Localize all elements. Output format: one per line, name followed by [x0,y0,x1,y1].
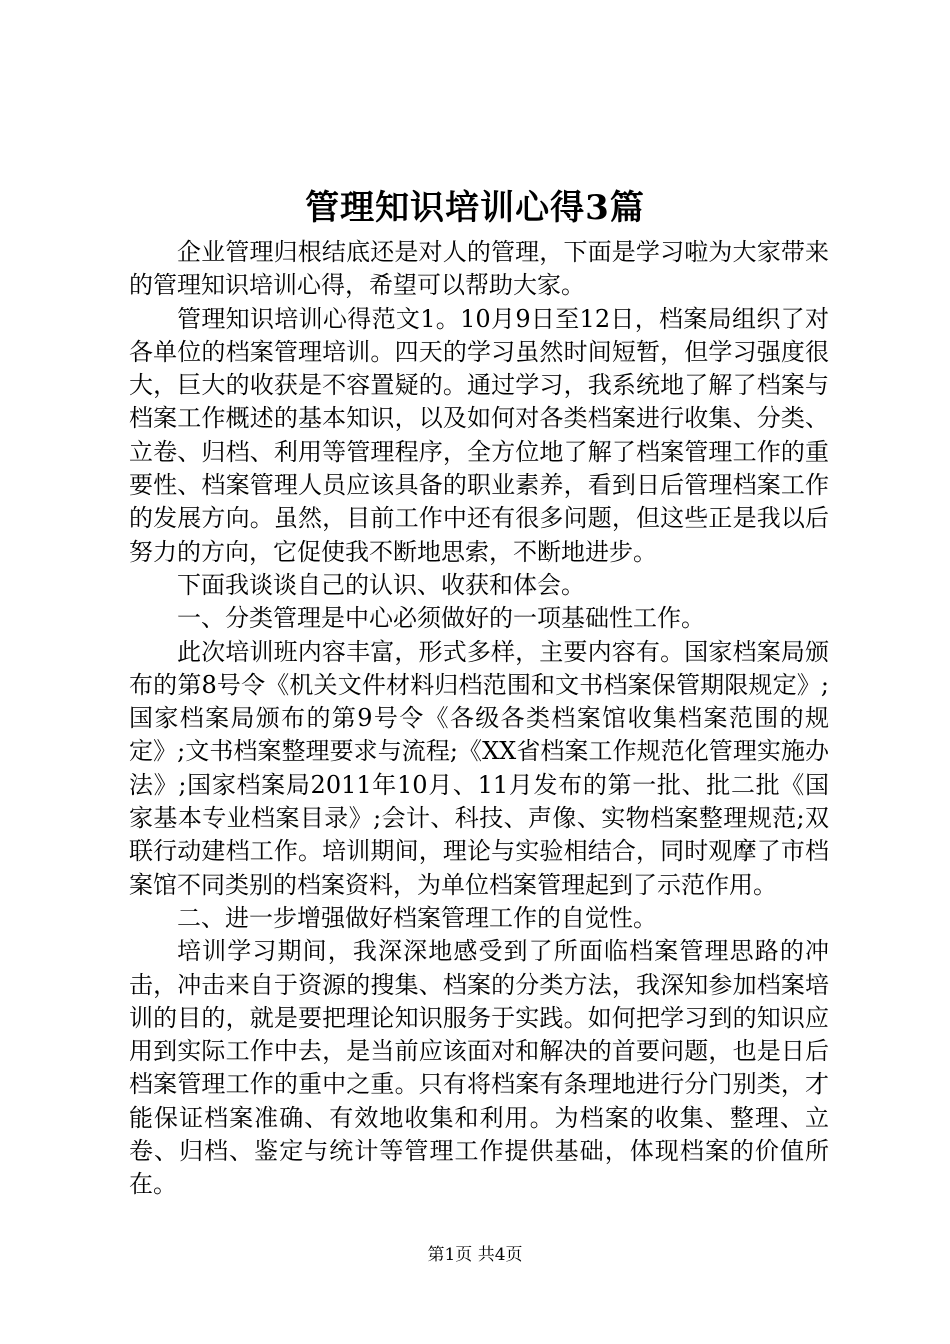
paragraph: 培训学习期间，我深深地感受到了所面临档案管理思路的冲击，冲击来自于资源的搜集、档案的分类方法，我深知参加档案培训的目的，就是要把理论知识服务于实践。如何把学习到的知识应用到实际工作中去，是当前应该面对和解决的首要问题，也是日后档案管理工作的重中之重。只有将档案有条理地进行分门别类，才能保证档案准确、有效地收集和利用。为档案的收集、整理、立卷、归档、鉴定与统计等管理工作提供基础，体现档案的价值所在。 [129,937,829,1199]
paragraph: 企业管理归根结底还是对人的管理，下面是学习啦为大家带来的管理知识培训心得，希望可以帮助大家。 [129,238,829,300]
paragraph: 管理知识培训心得范文1。10月9日至12日，档案局组织了对各单位的档案管理培训。四天的学习虽然时间短暂，但学习强度很大，巨大的收获是不容置疑的。通过学习，我系统地了解了档案与档案工作概述的基本知识，以及如何对各类档案进行收集、分类、立卷、归档、利用等管理程序，全方位地了解了档案管理工作的重要性、档案管理人员应该具备的职业素养，看到日后管理档案工作的发展方向。虽然，目前工作中还有很多问题，但这些正是我以后努力的方向，它促使我不断地思索，不断地进步。 [129,304,829,566]
paragraph: 此次培训班内容丰富，形式多样，主要内容有。国家档案局颁布的第8号令《机关文件材料归档范围和文书档案保管期限规定》;国家档案局颁布的第9号令《各级各类档案馆收集档案范围的规定》;文书档案整理要求与流程;《XX省档案工作规范化管理实施办法》;国家档案局2011年10月、11月发布的第一批、批二批《国家基本专业档案目录》;会计、科技、声像、实物档案整理规范;双联行动建档工作。培训期间，理论与实验相结合，同时观摩了市档案馆不同类别的档案资料，为单位档案管理起到了示范作用。 [129,637,829,899]
page-number-footer: 第1页 共4页 [427,1245,523,1265]
section-heading: 二、进一步增强做好档案管理工作的自觉性。 [177,903,657,932]
document-body [129,236,829,1202]
section-heading: 一、分类管理是中心必须做好的一项基础性工作。 [177,604,705,633]
page-title: 管理知识培训心得3篇 [305,188,645,228]
paragraph: 下面我谈谈自己的认识、收获和体会。 [177,570,585,599]
